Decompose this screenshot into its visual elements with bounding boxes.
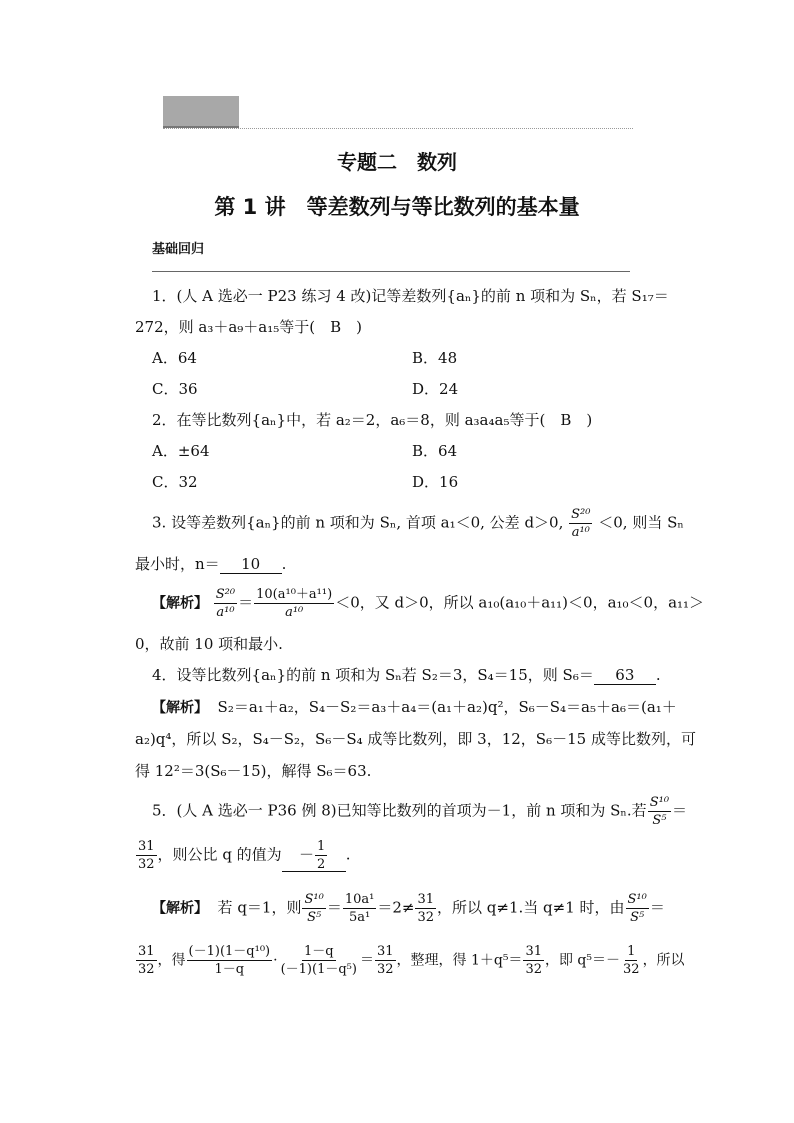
- q1-line1: 1．(人 A 选必一 P23 练习 4 改)记等差数列{aₙ}的前 n 项和为 Sₙ，若 S₁₇＝: [152, 287, 669, 305]
- header-rule: [163, 128, 633, 129]
- q3-text-b: ＜0, 则当 Sₙ: [598, 513, 684, 532]
- q2-option-a: A．±64: [152, 442, 210, 460]
- q4-solution-line1: 【解析】 S₂＝a₁＋a₂，S₄－S₂＝a₃＋a₄＝(a₁＋a₂)q²，S₆－S₄＝a₅＋a₆＝(a₁＋: [152, 698, 677, 716]
- q4-solution-line3: 得 12²＝3(S₆－15)，解得 S₆＝63.: [135, 762, 372, 780]
- section-rule: [152, 271, 630, 272]
- q3-line2: 最小时，n＝ 10 .: [135, 555, 287, 573]
- q3-solution-line1: 【解析】 $\frac{\text{S²⁰}}{\text{a¹⁰}}$ ＝ $\frac{\text{10(a¹⁰＋a¹¹)}}{\text{a¹⁰}}$ ＜0，又 d＞0，所以 a₁₀(a₁₀＋a₁₁)＜0，a₁₀＜0，a₁₁＞: [152, 587, 705, 620]
- q5-solution-line1: 【解析】 若 q＝1，则 $\frac{\text{S¹⁰}}{\text{S⁵}}$ ＝ $\frac{\text{10a¹}}{\text{5a¹}}$ ＝2≠ $\frac{31}{32}$ ，所以 q≠1.当 q≠1 时，由 $\frac{\text{S¹⁰}}{\text{S⁵}}$ ＝: [152, 892, 665, 925]
- q1-option-c: C．36: [152, 380, 198, 398]
- q2-option-b: B．64: [412, 442, 458, 460]
- q5-solution-line2: $\frac{31}{32}$ ，得 $\frac{\text{(－1)(1－q¹⁰)}}{1-q}$ · $\frac{1-q}{\text{(－1)(1－q⁵)}}$ ＝ $\frac{31}{32}$ ，整理，得 1＋q⁵＝ $\frac{31}{32}$ ，即 q⁵＝－ $\frac{1}{32}$ ，所以: [138, 944, 685, 977]
- q2-option-c: C．32: [152, 473, 198, 491]
- q1-option-d: D．24: [412, 380, 459, 398]
- q3-line1: [152, 508, 684, 539]
- topic-title: 专题二 数列: [337, 150, 457, 174]
- q4-answer: 63: [594, 666, 656, 685]
- lecture-title: 第 1 讲 等差数列与等比数列的基本量: [214, 195, 580, 219]
- q5-answer: － $\frac{1}{2}$: [282, 840, 346, 872]
- q3-answer: 10: [220, 555, 282, 574]
- q3-text-a: 3. 设等差数列{aₙ}的前 n 项和为 Sₙ, 首项 a₁＜0, 公差 d＞0,: [152, 513, 564, 532]
- q1-option-a: A．64: [152, 349, 197, 367]
- q3-solution-line2: 0，故前 10 项和最小.: [135, 635, 283, 653]
- q5-line2: $\frac{31}{32}$ ，则公比 q 的值为 － $\frac{1}{2}$ .: [138, 839, 351, 872]
- q4-solution-label: 【解析】: [152, 700, 208, 716]
- q4-solution-line2: a₂)q⁴，所以 S₂，S₄－S₂，S₆－S₄ 成等比数列，即 3，12，S₆－15 成等比数列，可: [135, 730, 696, 748]
- q4-line1: 4．设等比数列{aₙ}的前 n 项和为 Sₙ若 S₂＝3，S₄＝15，则 S₆＝ 63 .: [152, 666, 661, 684]
- q5-solution-label: 【解析】: [152, 900, 208, 917]
- q1-line2: 272，则 a₃＋a₉＋a₁₅等于( B ): [135, 318, 363, 336]
- q3-solution-label: 【解析】: [152, 595, 208, 612]
- header-tab-block: [163, 96, 239, 128]
- q1-option-b: B．48: [412, 349, 458, 367]
- q5-line1: 5．(人 A 选必一 P36 例 8)已知等比数列的首项为－1，前 n 项和为 Sₙ.若 $\frac{\text{S¹⁰}}{\text{S⁵}}$ ＝: [152, 795, 688, 828]
- q2-line1: 2．在等比数列{aₙ}中，若 a₂＝2，a₆＝8，则 a₃a₄a₅等于( B ): [152, 411, 593, 429]
- q3-fraction: $\frac{\text{S²⁰}}{\text{a¹⁰}}$: [571, 507, 591, 540]
- q2-option-d: D．16: [412, 473, 459, 491]
- section-label: 基础回归: [152, 242, 205, 257]
